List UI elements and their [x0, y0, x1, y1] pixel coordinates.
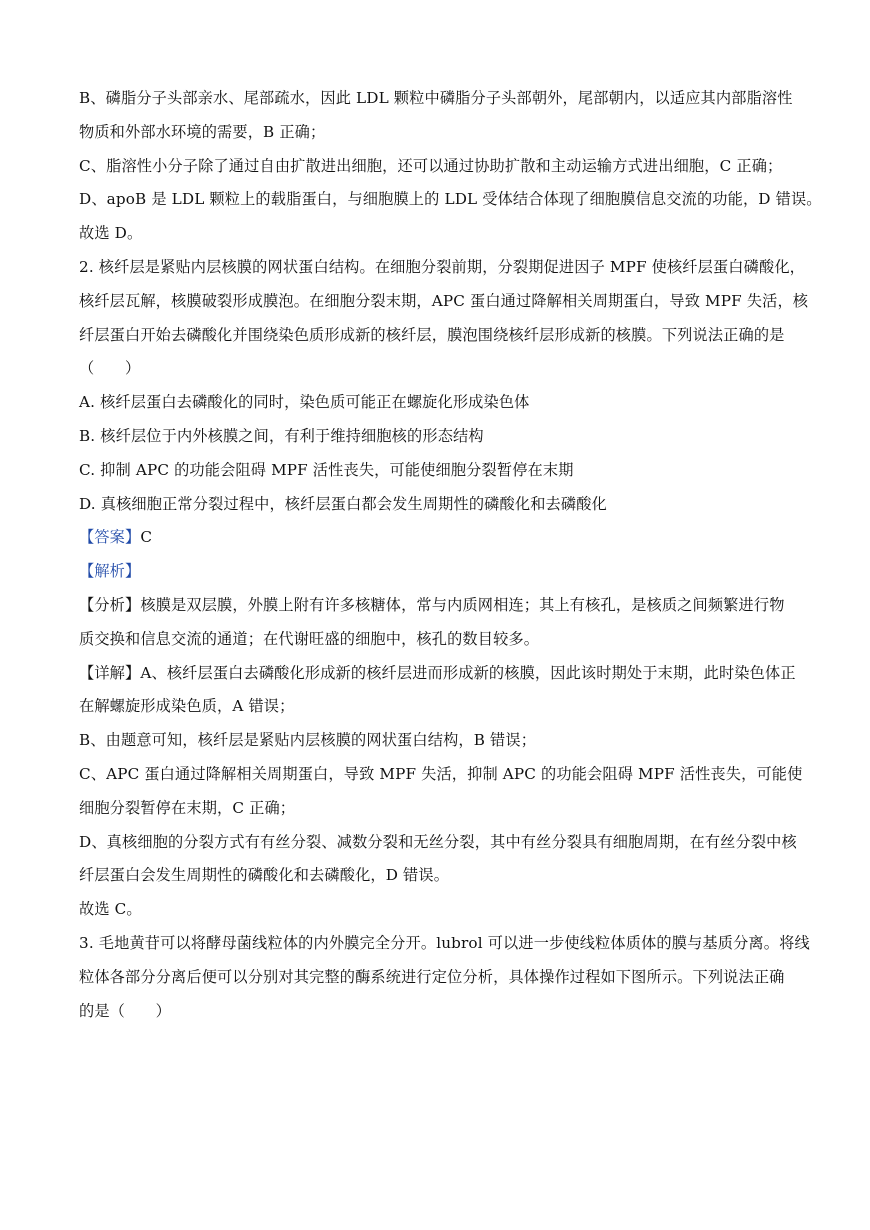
fenxi-line	[79, 589, 791, 623]
xiangjie-line	[79, 657, 796, 691]
question-stem-line: 3. 毛地黄苷可以将酵母菌线粒体的内外膜完全分开。lubrol 可以进一步使线粒体质体的膜与基质分离。将线	[79, 933, 810, 952]
question-stem-line: （ ）	[79, 359, 141, 378]
xiangjie-text: A、核纤层蛋白去磷酸化形成新的核纤层进而形成新的核膜，因此该时期处于末期，此时染色体正	[140, 663, 796, 682]
xiangjie-line: 故选 C。	[79, 900, 142, 919]
document-page	[79, 82, 822, 1028]
answer-line	[79, 521, 791, 555]
option-d: D. 真核细胞正常分裂过程中，核纤层蛋白都会发生周期性的磷酸化和去磷酸化	[79, 494, 607, 513]
question-stem-line: 粒体各部分分离后便可以分别对其完整的酶系统进行定位分析，具体操作过程如下图所示。下列说法正确	[79, 967, 785, 986]
prev-explanation-line: 故选 D。	[79, 224, 143, 243]
question-3	[79, 927, 810, 1028]
prev-explanation-line: D、apoB 是 LDL 颗粒上的载脂蛋白，与细胞膜上的 LDL 受体结合体现了细胞膜信息交流的功能，D 错误。	[79, 190, 822, 209]
analysis-line	[79, 555, 791, 589]
question-2	[79, 251, 809, 927]
answer-tag: 【答案】	[79, 528, 141, 547]
xiangjie-line: 纤层蛋白会发生周期性的磷酸化和去磷酸化，D 错误。	[79, 866, 450, 885]
answer-value: C	[140, 528, 153, 547]
prev-explanation-line: C、脂溶性小分子除了通过自由扩散进出细胞，还可以通过协助扩散和主动运输方式进出细胞，C 正确；	[79, 156, 783, 175]
fenxi-tag: 【分析】	[79, 595, 141, 614]
question-stem-line: 2. 核纤层是紧贴内层核膜的网状蛋白结构。在细胞分裂前期，分裂期促进因子 MPF 使核纤层蛋白磷酸化，	[79, 257, 805, 276]
question-stem-line: 纤层蛋白开始去磷酸化并围绕染色质形成新的核纤层，膜泡围绕核纤层形成新的核膜。下列说法正确的是	[79, 325, 785, 344]
xiangjie-tag: 【详解】	[79, 663, 141, 682]
xiangjie-line: D、真核细胞的分裂方式有有丝分裂、减数分裂和无丝分裂，其中有丝分裂具有细胞周期，在有丝分裂中核	[79, 832, 797, 851]
prev-explanation-line: 物质和外部水环境的需要，B 正确；	[79, 122, 326, 141]
fenxi-text: 核膜是双层膜，外膜上附有许多核糖体，常与内质网相连；其上有核孔，是核质之间频繁进行物	[140, 595, 785, 614]
fenxi-line: 质交换和信息交流的通道；在代谢旺盛的细胞中，核孔的数目较多。	[79, 629, 540, 648]
xiangjie-line: B、由题意可知，核纤层是紧贴内层核膜的网状蛋白结构，B 错误；	[79, 731, 537, 750]
option-c: C. 抑制 APC 的功能会阻碍 MPF 活性丧失，可能使细胞分裂暂停在末期	[79, 460, 574, 479]
question-stem-line: 的是（ ）	[79, 1001, 172, 1020]
option-a: A. 核纤层蛋白去磷酸化的同时，染色质可能正在螺旋化形成染色体	[79, 393, 530, 412]
xiangjie-line: C、APC 蛋白通过降解相关周期蛋白，导致 MPF 失活，抑制 APC 的功能会阻碍 MPF 活性丧失，可能使	[79, 764, 803, 783]
question-stem-line: 核纤层瓦解，核膜破裂形成膜泡。在细胞分裂末期，APC 蛋白通过降解相关周期蛋白，导致 MPF 失活，核	[79, 291, 809, 310]
xiangjie-line: 在解螺旋形成染色质，A 错误；	[79, 697, 295, 716]
option-b: B. 核纤层位于内外核膜之间，有利于维持细胞核的形态结构	[79, 426, 484, 445]
prev-explanation-line: B、磷脂分子头部亲水、尾部疏水，因此 LDL 颗粒中磷脂分子头部朝外，尾部朝内，以适应其内部脂溶性	[79, 89, 793, 107]
analysis-tag: 【解析】	[79, 562, 141, 581]
prev-explanation	[79, 82, 822, 251]
xiangjie-line: 细胞分裂暂停在末期，C 正确；	[79, 798, 296, 817]
